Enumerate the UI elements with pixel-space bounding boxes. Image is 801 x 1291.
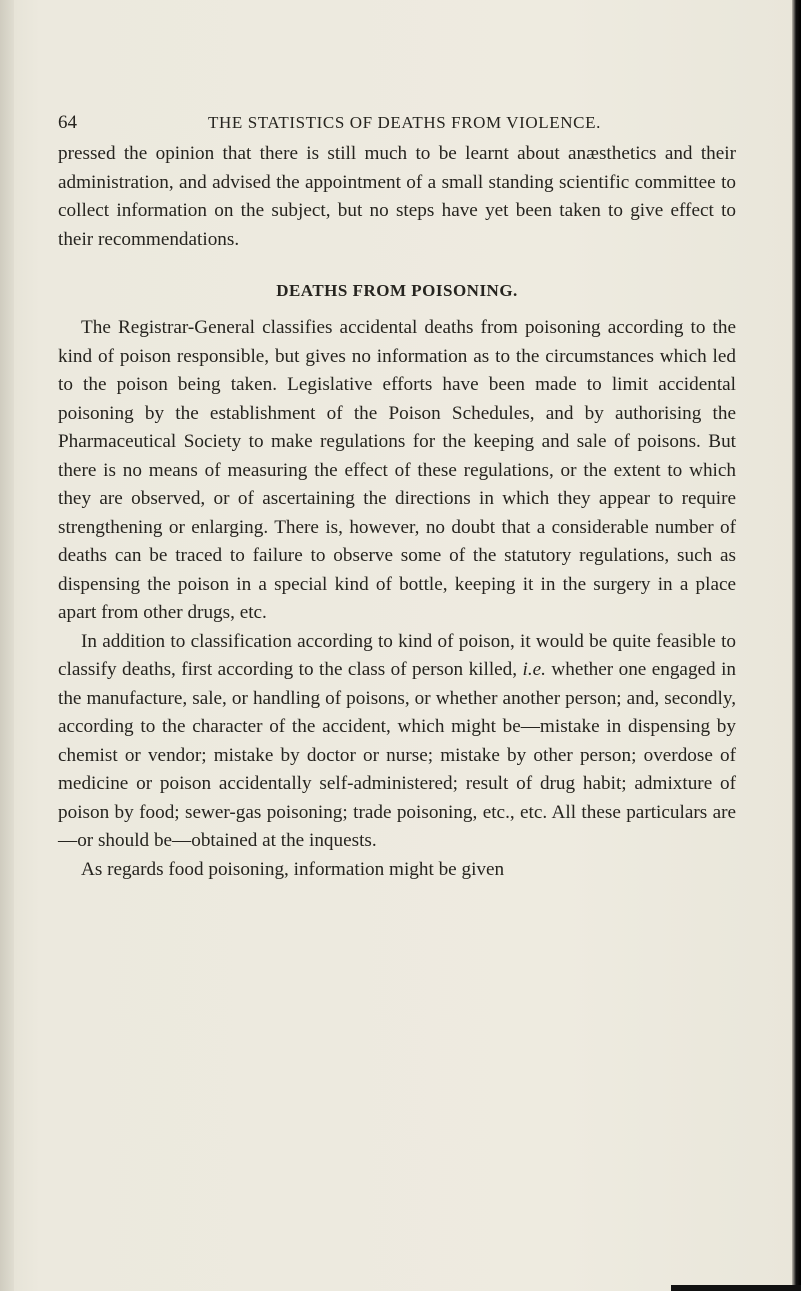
page-gutter	[0, 0, 14, 1291]
section-heading: DEATHS FROM POISONING.	[276, 281, 518, 300]
paragraph-food-poisoning: As regards food poisoning, information might be given	[81, 858, 505, 880]
page-corner-shadow	[671, 1285, 801, 1291]
paragraph-classification	[58, 628, 736, 856]
running-title: THE STATISTICS OF DEATHS FROM VIOLENCE.	[208, 113, 601, 132]
paragraph-continued: pressed the opinion that there is still much to be learnt about anæsthetics and their administration, and advised the appointment of a small standing scientific committee to collect information on the subject, but no steps have yet been taken to give effect to their recommendations.	[58, 143, 736, 250]
paragraph-text-a: In addition to classification according to kind of poison, it would be quite feasible to classify deaths, first according to the class of person killed,	[58, 630, 736, 680]
page-number: 64	[58, 112, 77, 133]
paragraph-text-b: whether one engaged in the manufacture, sale, or handling of poisons, or whether another person; and, secondly, according to the character of the accident, which might be—mistake in dispensing by chemist or vendor; mistake by doctor or nurse; mistake by other person; overdose of medicine or poison accidentally self-administered; result of drug habit; admixture of poison by food; sewer-gas poisoning; trade poisoning, etc., etc. All these particulars are—or should be—obtained at the inquests.	[58, 659, 736, 851]
page-edge-shadow	[792, 0, 801, 1291]
paragraph-registrar: The Registrar-General classifies accidental deaths from poisoning according to the kind of poison responsible, but gives no information as to the circumstances which led to the poison being taken. Legislative efforts have been made to limit accidental poisoning by the establishment of the Poison Schedules, and by authorising the Pharmaceutical Society to make regulations for the keeping and sale of poisons. But there is no means of measuring the effect of these regulations, or the extent to which they are observed, or of ascertaining the directions in which they appear to require strengthening or enlarging. There is, however, no doubt that a considerable number of deaths can be traced to failure to observe some of the statutory regulations, such as dispensing the poison in a special kind of bottle, keeping it in the surgery in a place apart from other drugs, etc.	[58, 317, 736, 623]
body-text	[58, 140, 736, 884]
abbreviation-ie: i.e.	[522, 659, 546, 680]
